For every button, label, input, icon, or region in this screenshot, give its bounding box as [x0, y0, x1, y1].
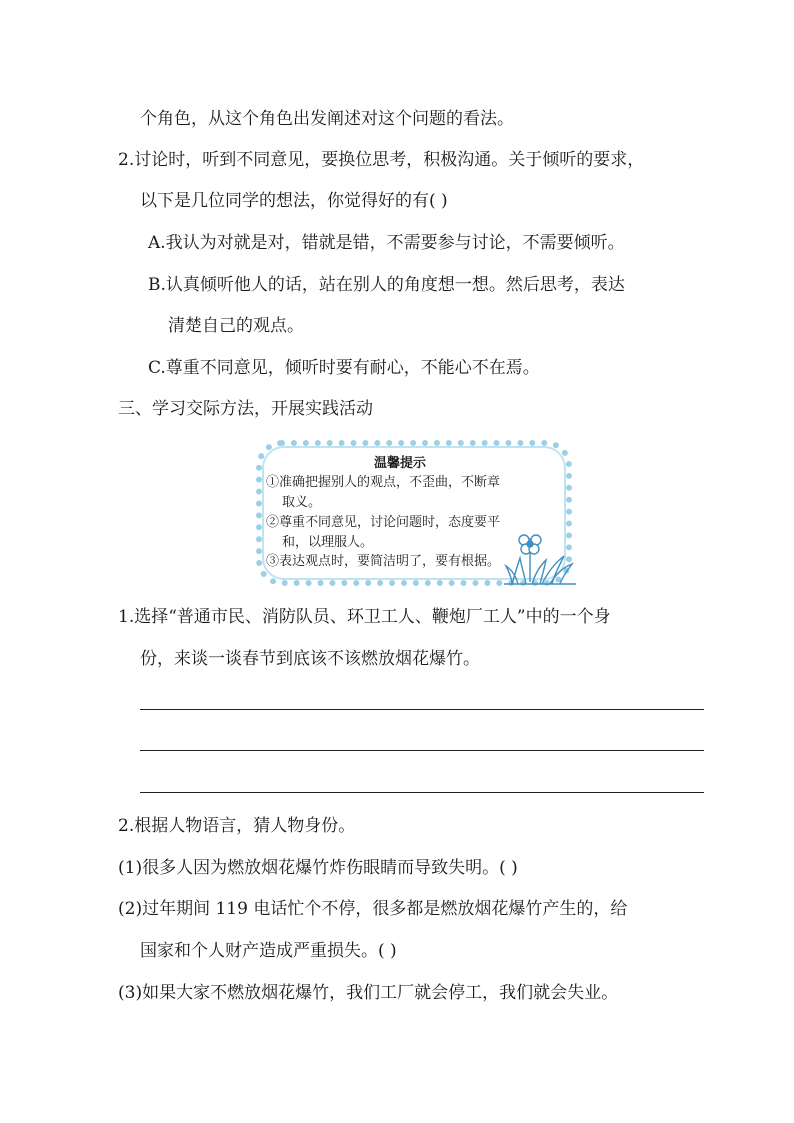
q1-identity-line2: 份，来谈一谈春节到底该不该燃放烟花爆竹。 — [140, 649, 480, 669]
tip2-line1: ②尊重不同意见，讨论问题时，态度要平 — [266, 515, 501, 530]
q2-listening-stem-line2: 以下是几位同学的想法，你觉得好的有( ) — [140, 191, 448, 211]
answer-line-1[interactable] — [140, 709, 704, 710]
tip1-line1: ①准确把握别人的观点，不歪曲，不断章 — [266, 475, 501, 490]
option-b-line2: 清楚自己的观点。 — [168, 316, 304, 336]
q2-guess-item1: (1)很多人因为燃放烟花爆竹炸伤眼睛而导致失明。( ) — [118, 858, 518, 878]
section3-heading: 三、学习交际方法，开展实践活动 — [118, 399, 373, 419]
option-b-line1: B.认真倾听他人的话，站在别人的角度想一想。然后思考，表达 — [148, 275, 625, 295]
q2-guess-item2-line1: (2)过年期间 119 电话忙个不停，很多都是燃放烟花爆竹产生的，给 — [118, 899, 628, 919]
tips-title — [0, 452, 794, 471]
tip3: ③表达观点时，要简洁明了，要有根据。 — [266, 554, 501, 569]
section2-continuation-line: 个角色，从这个角色出发阐述对这个问题的看法。 — [140, 109, 514, 129]
tip2-line2: 和，以理服人。 — [282, 535, 374, 550]
q2-listening-stem-line1: 2.讨论时，听到不同意见，要换位思考，积极沟通。关于倾听的要求， — [118, 150, 645, 170]
q1-identity-line1: 1.选择“普通市民、消防队员、环卫工人、鞭炮厂工人”中的一个身 — [118, 607, 611, 627]
tips-title-text: 温馨提示 — [373, 456, 426, 471]
q2-guess-item3: (3)如果大家不燃放烟花爆竹，我们工厂就会停工，我们就会失业。 — [118, 983, 619, 1003]
answer-line-2[interactable] — [140, 750, 704, 751]
option-c: C.尊重不同意见，倾听时要有耐心，不能心不在焉。 — [148, 358, 540, 378]
option-a: A.我认为对就是对，错就是错，不需要参与讨论，不需要倾听。 — [148, 233, 625, 253]
q2-guess-item2-line2: 国家和个人财产造成严重损失。( ) — [140, 941, 397, 961]
q2-guess-stem: 2.根据人物语言，猜人物身份。 — [118, 816, 356, 836]
tip1-line2: 取义。 — [282, 495, 322, 510]
flower-icon — [502, 530, 578, 586]
answer-line-3[interactable] — [140, 792, 704, 793]
